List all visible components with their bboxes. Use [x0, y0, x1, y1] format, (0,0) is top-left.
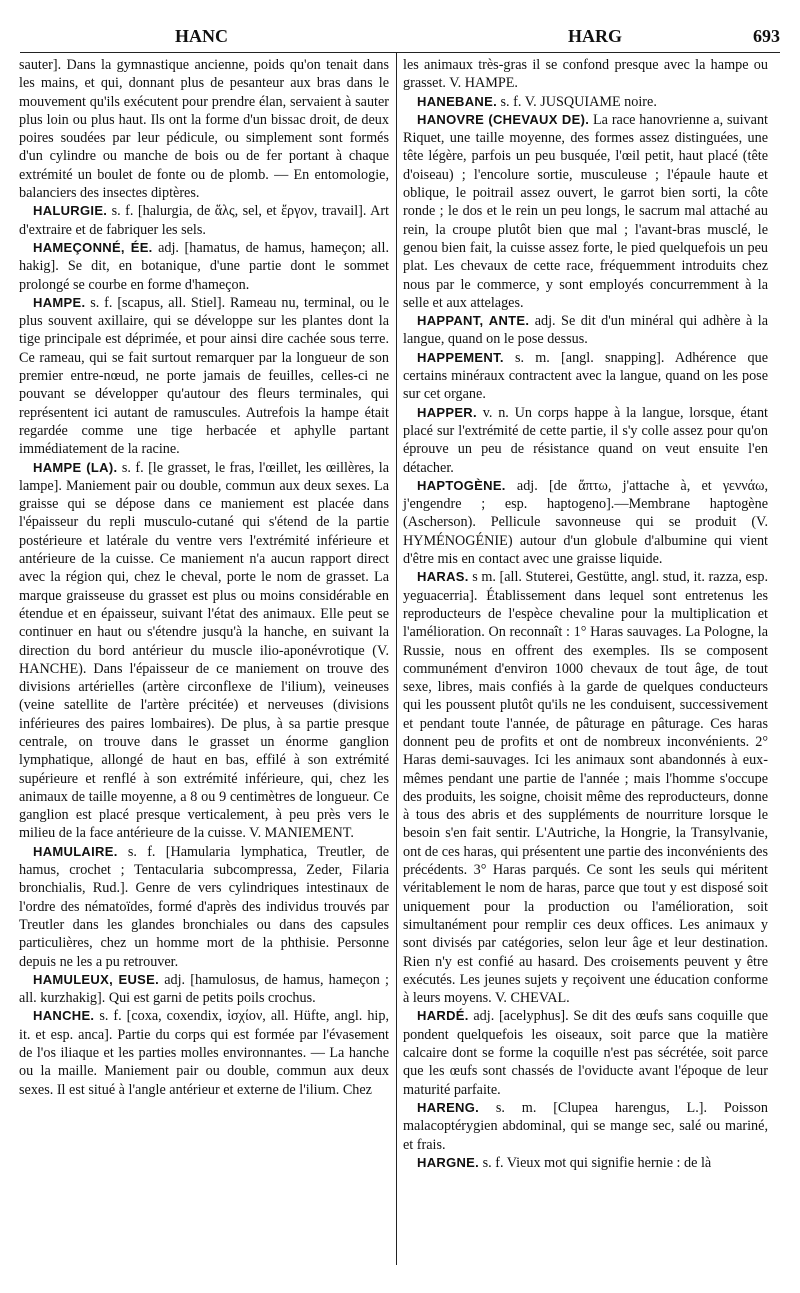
- entry-text: adj. [hamulosus, de hamus, hameçon ; all. kurzhakig]. Qui est garni de petits poils crochus.: [19, 971, 389, 1007]
- entry-hanche: [19, 1007, 389, 1098]
- entry-text: s m. [all. Stuterei, Gestütte, angl. stud, it. razza, esp. yeguacerria]. Établissement dans lequel sont entretenus les reproducteurs de l'espèce chevaline pour la multiplication et l'amélioration. On reconnaît : 1° Haras sauvages. La Pologne, la Russie, nous en offrent des exemples. Ils se composent communément d'environ 1000 chevaux de tout âge, de tout sexe, libres, mais confiés à la garde de quelques conducteurs qui les poussent plutôt qu'ils ne les conduisent, successivement et pendant toute l'année, de pâturage en pâturage. Ces haras donnent peu de profits et ont de nombreux inconvénients. 2° Haras demi-sauvages. Ici les animaux sont abandonnés à eux-mêmes pendant une partie de l'année ; mais l'homme s'occupe des produits, les soigne, choisit même des reproducteurs, donne à tous des abris et des suppléments de nourriture lorsque le besoin s'en fait sentir. L'Autriche, la Hongrie, la Transylvanie, ont de ces haras, qui présentent une partie des inconvénients des précédents. 3° Haras parqués. Ce sont les seuls qui méritent véritablement le nom de haras, parce que tout y est disposé soit uniquement pour la production ou l'amélioration, soit simultanément pour remplir ces deux offices. Les animaux y sont divisés par catégories, selon leur âge et leur destination. Rien n'y est confié au hasard. Des croisements peuvent y être exécutés. Les jeunes sujets y reçoivent une éducation conforme à leurs moyens. V. CHEVAL.: [403, 569, 768, 1007]
- entry-text: s. f. [halurgia, de ἅλς, sel, et ἔργον, travail]. Art d'extraire et de fabriquer les sels.: [19, 203, 389, 238]
- headword: HANCHE.: [33, 1008, 95, 1024]
- entry-text: sauter]. Dans la gymnastique ancienne, poids qu'on tenait dans les mains, et qui, donnant plus de pesanteur aux bras dans le mouvement qu'ils exécutent pour prendre élan, servaient à sauter plus loin ou plus haut. Ils ont la forme d'un bissac droit, de deux poires soudées par leur pédicule, ou simplement sont formés d'un cylindre ou manche de bois ou de fer portant à chaque extrémité un boulet de fonte ou de plomb. — En entomologie, balanciers des insectes diptères.: [19, 57, 389, 202]
- header-rule: [20, 52, 780, 53]
- entry-hampe: [19, 294, 389, 459]
- page-number: 693: [753, 26, 780, 46]
- entry-hameconne: [19, 239, 389, 294]
- left-column: [19, 56, 389, 1099]
- headword: HARENG.: [417, 1099, 480, 1115]
- entry-hanovre: [403, 111, 768, 312]
- entry-haras: [403, 568, 768, 1007]
- entry-text: adj. [hamatus, de hamus, hameçon; all. hakig]. Se dit, en botanique, d'une partie dont le sommet prolongé se courbe en forme d'hameçon.: [19, 239, 389, 293]
- right-guide-word: HARG: [568, 26, 622, 46]
- entry-halurgie: [19, 202, 389, 239]
- right-column: [403, 56, 768, 1172]
- column-divider: [396, 53, 397, 1265]
- entry-text: adj. [acelyphus]. Se dit des œufs sans coquille que pondent quelquefois les oiseaux, soit parce que la matière calcaire dont se forme la coquille n'est pas sécrétée, soit parce que les œufs sont chassés de l'oviducte avant l'époque de leur maturité parfaite.: [403, 1008, 768, 1098]
- entry-happer: [403, 404, 768, 477]
- entry-text: s. f. [coxa, coxendix, ἰσχίον, all. Hüfte, angl. hip, it. et esp. anca]. Partie du corps qui est formée par l'évasement de l'os iliaque et les parties molles environnantes. — La hanche ou la maille. Maniement pair ou double, commun aux deux sexes. Il est situé à l'angle antérieur et externe de l'ilium. Chez: [19, 1008, 389, 1098]
- headword: HAPPEMENT.: [417, 349, 504, 365]
- headword: HANOVRE (CHEVAUX DE).: [417, 111, 590, 127]
- page-header: [20, 22, 780, 52]
- entry-hamuleux: [19, 971, 389, 1008]
- headword: HAPTOGÈNE.: [417, 477, 506, 493]
- entry-text: v. n. Un corps happe à la langue, lorsque, étant placé sur l'extrémité de cette partie, il s'y colle assez pour qu'on éprouve un peu de résistance quand on veut ensuite l'en détacher.: [403, 404, 768, 476]
- entry-hanebane: [403, 93, 768, 111]
- entry-hamulaire: [19, 843, 389, 971]
- entry-text: adj. Se dit d'un minéral qui adhère à la langue, quand on le pose dessus.: [403, 313, 768, 348]
- entry-text: s. m. [Clupea harengus, L.]. Poisson malacoptérygien abdominal, qui se mange sec, salé ou mariné, et frais.: [403, 1099, 768, 1153]
- headword: HAPPANT, ANTE.: [417, 313, 530, 329]
- entry-harde: [403, 1007, 768, 1098]
- headword: HAMPE.: [33, 294, 86, 310]
- headword: HANEBANE.: [417, 93, 497, 109]
- headword: HAMULAIRE.: [33, 843, 118, 859]
- headword: HAPPER.: [417, 404, 477, 420]
- entry-text: La race hanovrienne a, suivant Riquet, une taille moyenne, des formes assez distinguées, une tête légère, parfois un peu busquée, l'œil petit, haut placé (tête d'oiseau) ; l'encolure sortie, musculeuse ; l'épaule haute et oblique, le poitrail assez ouvert, le garrot bien sorti, la côte ronde ; le dos et le rein un peu longs, le sacrum mal attaché au rein, la croupe plutôt bien que mal ; l'avant-bras musclé, le genou bien fait, la cuisse assez forte, le pied quelquefois un peu plat. Les chevaux de cette race, fréquemment introduits chez nous par le commerce, y sont employés concurremment à la selle et aux attelages.: [403, 111, 768, 311]
- headword: HAMPE (LA).: [33, 459, 118, 475]
- entry-text: s. f. [le grasset, le fras, l'œillet, les œillères, la lampe]. Maniement pair ou double, commun aux deux sexes. La graisse qui se dépose dans ce maniement est placée dans l'épaisseur du repli musculo-cutané qui s'étend de la partie postérieure et latérale du ventre vers l'extrémité inférieure et antérieure de la cuisse. Ce maniement n'a aucun rapport direct avec la région qui, chez le cheval, porte le nom de grasset. La marque graisseuse du grasset est plus ou moins considérable en étendue et en épaisseur, suivant l'état des animaux. Elle peut se continuer en haut ou s'étendre jusqu'à la hanche, en suivant la direction du bord antérieur du muscle ilio-aponévrotique (V. HANCHE). Dans l'épaisseur de ce maniement on trouve des divisions artérielles (artère circonflexe de l'ilium), veineuses (veine satellite de l'artère précitée) et nerveuses (divisions inférieures des paires lombaires). De plus, à sa partie presque centrale, on trouve dans le grasset un énorme ganglion lymphatique, allongé de haut en bas, effilé à son extrémité supérieure et renflé à son extrémité inférieure, qui, chez les animaux de taille moyenne, a 8 ou 9 centimètres de longueur. Ce ganglion est placé presque verticalement, à peu près vers le milieu de la face antérieure de la cuisse. V. MANIEMENT.: [19, 459, 389, 842]
- entry-hareng: [403, 1099, 768, 1154]
- headword: HARGNE.: [417, 1154, 480, 1170]
- entry-text: les animaux très-gras il se confond presque avec la hampe ou grasset. V. HAMPE.: [403, 57, 768, 92]
- headword: HAMULEUX, EUSE.: [33, 971, 160, 987]
- entry-continuation: [403, 56, 768, 93]
- entry-text: s. f. Vieux mot qui signifie hernie : de là: [479, 1154, 712, 1171]
- entry-haptogene: [403, 477, 768, 568]
- entry-text: s. f. [scapus, all. Stiel]. Rameau nu, terminal, ou le plus souvent axillaire, qui se développe sur les plantes dont la tige principale est déprimée, et pour ainsi dire cachée sous terre. Ce rameau, qui se fait surtout remarquer par la longueur de son premier entre-nœud, ne porte jamais de feuilles, celles-ci ne pouvant se développer qu'autour des fleurs terminales, qui représentent ici autant de ramuscules. Autrefois la hampe était regardée comme une tige herbacée et aphylle partant immédiatement de la racine.: [19, 294, 389, 458]
- entry-text: s. f. [Hamularia lymphatica, Treutler, de hamus, crochet ; Tentacularia subcompressa, Zeder, Filaria bronchialis, Rud.]. Genre de vers cylindriques intestinaux de l'ordre des nématoïdes, formé d'après des individus trouvés par Treutler dans les glandes bronchiales ou dans des capsules particulières, chez un homme mort de la phthisie. Personne depuis ne les a pu retrouver.: [19, 843, 389, 970]
- entry-happant: [403, 312, 768, 349]
- headword: HALURGIE.: [33, 203, 108, 219]
- left-guide-word: HANC: [175, 26, 228, 46]
- headword: HAMEÇONNÉ, ÉE.: [33, 239, 153, 255]
- entry-continuation: [19, 56, 389, 202]
- entry-text: s. m. [angl. snapping]. Adhérence que certains minéraux contractent avec la langue, quand on les pose sur cet organe.: [403, 349, 768, 403]
- entry-hargne: [403, 1154, 768, 1172]
- headword: HARAS.: [417, 569, 469, 585]
- entry-happement: [403, 349, 768, 404]
- entry-text: s. f. V. JUSQUIAME noire.: [496, 93, 657, 110]
- headword: HARDÉ.: [417, 1008, 469, 1024]
- entry-hampe-la: [19, 459, 389, 843]
- entry-text: adj. [de ἅπτω, j'attache à, et γεννάω, j'engendre ; esp. haptogeno].—Membrane haptogène (Ascherson). Pellicule savonneuse qui se produit (V. HYMÉNOGÉNIE) autour d'un globule d'albumine qui vient d'être mis en contact avec une graisse liquide.: [403, 477, 768, 568]
